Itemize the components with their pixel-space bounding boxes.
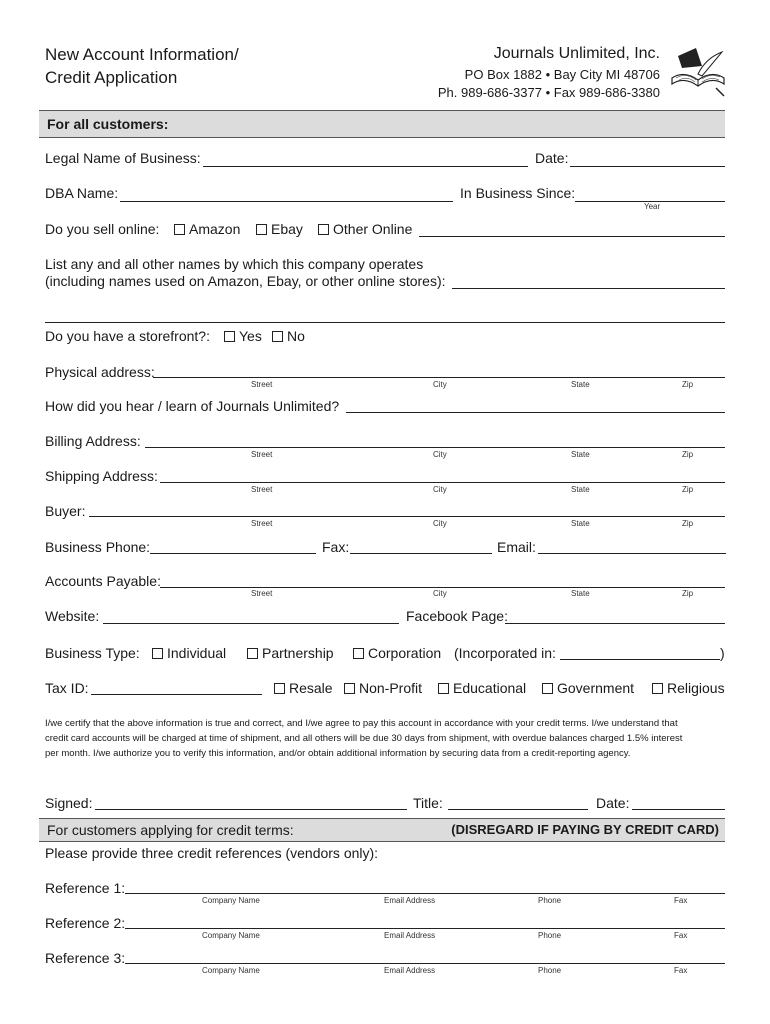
other-online-option[interactable]: Other Online: [318, 221, 412, 237]
corporation-option[interactable]: Corporation: [353, 645, 441, 661]
religious-option[interactable]: Religious: [652, 680, 725, 696]
credit-terms-label: For customers applying for credit terms:: [47, 822, 294, 838]
signed-label: Signed:: [45, 795, 93, 811]
disregard-label: (DISREGARD IF PAYING BY CREDIT CARD): [451, 822, 719, 837]
buyer-city-sublabel: City: [433, 519, 447, 528]
billing-address-field[interactable]: [145, 447, 725, 448]
physical-address-label: Physical address:: [45, 364, 155, 380]
credit-terms-bar: [39, 818, 725, 842]
fax-field[interactable]: [350, 553, 492, 554]
shipping-state-sublabel: State: [571, 485, 590, 494]
form-title-line1: New Account Information/: [45, 45, 239, 64]
buyer-label: Buyer:: [45, 503, 86, 519]
amazon-checkbox[interactable]: [174, 224, 185, 235]
certification-line-2: credit card accounts will be charged at time of shipment, and all others will be due 30 days from shipment, with overdue balances charged 1.5% interest: [45, 733, 683, 744]
ref2-fax-sublabel: Fax: [674, 931, 688, 940]
educational-option[interactable]: Educational: [438, 680, 526, 696]
website-label: Website:: [45, 608, 100, 624]
ref2-phone-sublabel: Phone: [538, 931, 562, 940]
buyer-state-sublabel: State: [571, 519, 590, 528]
other-names-label-1: List any and all other names by which this company operates: [45, 256, 424, 272]
title-label: Title:: [413, 795, 443, 811]
ap-city-sublabel: City: [433, 589, 447, 598]
certification-text: [45, 716, 730, 761]
ref1-company-sublabel: Company Name: [202, 896, 260, 905]
physical-city-sublabel: City: [433, 380, 447, 389]
physical-state-sublabel: State: [571, 380, 590, 389]
amazon-option[interactable]: Amazon: [174, 221, 240, 237]
storefront-yes-option[interactable]: Yes: [224, 328, 262, 344]
billing-state-sublabel: State: [571, 450, 590, 459]
shipping-zip-sublabel: Zip: [682, 485, 694, 494]
storefront-yes-checkbox[interactable]: [224, 331, 235, 342]
title-field[interactable]: [448, 809, 588, 810]
ref3-email-sublabel: Email Address: [384, 966, 436, 975]
ref3-fax-sublabel: Fax: [674, 966, 688, 975]
incorporated-field[interactable]: [560, 659, 720, 660]
date-label: Date:: [535, 150, 569, 166]
buyer-field[interactable]: [89, 516, 725, 517]
nonprofit-option[interactable]: Non-Profit: [344, 680, 422, 696]
ref2-company-sublabel: Company Name: [202, 931, 260, 940]
in-business-label: In Business Since:: [460, 185, 576, 201]
accounts-payable-field[interactable]: [160, 587, 725, 588]
ap-state-sublabel: State: [571, 589, 590, 598]
signed-field[interactable]: [95, 809, 407, 810]
religious-checkbox[interactable]: [652, 683, 663, 694]
legal-name-label: Legal Name of Business:: [45, 150, 201, 166]
business-phone-label: Business Phone:: [45, 539, 151, 555]
sell-online-label: Do you sell online:: [45, 221, 160, 237]
reference-3-label: Reference 3:: [45, 950, 126, 966]
ref3-phone-sublabel: Phone: [538, 966, 562, 975]
billing-city-sublabel: City: [433, 450, 447, 459]
hear-field[interactable]: [346, 412, 725, 413]
company-address: PO Box 1882 • Bay City MI 48706: [464, 67, 660, 82]
email-label: Email:: [497, 539, 536, 555]
facebook-label: Facebook Page:: [406, 608, 508, 624]
ref1-email-sublabel: Email Address: [384, 896, 436, 905]
shipping-city-sublabel: City: [433, 485, 447, 494]
resale-option[interactable]: Resale: [274, 680, 333, 696]
government-checkbox[interactable]: [542, 683, 553, 694]
buyer-zip-sublabel: Zip: [682, 519, 694, 528]
government-option[interactable]: Government: [542, 680, 634, 696]
fax-label: Fax:: [322, 539, 350, 555]
ref2-email-sublabel: Email Address: [384, 931, 436, 940]
certification-line-1: I/we certify that the above information is true and correct, and I/we agree to pay this account in accordance with your credit terms. I/we understand that: [45, 718, 678, 729]
reference-1-field[interactable]: [125, 893, 725, 894]
tax-id-label: Tax ID:: [45, 680, 89, 696]
billing-zip-sublabel: Zip: [682, 450, 694, 459]
other-online-checkbox[interactable]: [318, 224, 329, 235]
reference-2-label: Reference 2:: [45, 915, 126, 931]
corporation-checkbox[interactable]: [353, 648, 364, 659]
shipping-address-field[interactable]: [160, 482, 725, 483]
other-online-field[interactable]: [419, 236, 725, 237]
reference-2-field[interactable]: [125, 928, 725, 929]
billing-street-sublabel: Street: [251, 450, 273, 459]
legal-name-field[interactable]: [203, 166, 528, 167]
ref3-company-sublabel: Company Name: [202, 966, 260, 975]
individual-option[interactable]: Individual: [152, 645, 226, 661]
section-all-customers-label: For all customers:: [47, 116, 169, 132]
open-book-quill-icon: [668, 44, 728, 100]
storefront-no-option[interactable]: No: [272, 328, 305, 344]
physical-address-field[interactable]: [153, 377, 725, 378]
physical-zip-sublabel: Zip: [682, 380, 694, 389]
credit-instructions: Please provide three credit references (vendors only):: [45, 845, 379, 861]
company-phone: Ph. 989-686-3377 • Fax 989-686-3380: [437, 85, 660, 100]
individual-checkbox[interactable]: [152, 648, 163, 659]
ebay-checkbox[interactable]: [256, 224, 267, 235]
buyer-street-sublabel: Street: [251, 519, 273, 528]
billing-address-label: Billing Address:: [45, 433, 141, 449]
shipping-street-sublabel: Street: [251, 485, 273, 494]
company-name: Journals Unlimited, Inc.: [493, 45, 660, 62]
other-names-label-2: (including names used on Amazon, Ebay, or other online stores):: [45, 273, 446, 289]
accounts-payable-label: Accounts Payable:: [45, 573, 161, 589]
reference-3-field[interactable]: [125, 963, 725, 964]
physical-street-sublabel: Street: [251, 380, 273, 389]
dba-field[interactable]: [120, 201, 453, 202]
incorporated-label: (Incorporated in:: [454, 645, 556, 661]
section-all-customers: [39, 110, 725, 138]
website-field[interactable]: [103, 623, 399, 624]
dba-label: DBA Name:: [45, 185, 119, 201]
partnership-option[interactable]: Partnership: [247, 645, 334, 661]
ref1-phone-sublabel: Phone: [538, 896, 562, 905]
business-type-label: Business Type:: [45, 645, 140, 661]
ap-street-sublabel: Street: [251, 589, 273, 598]
certification-line-3: per month. I/we authorize you to verify this information, and/or obtain additional information by securing data from a credit-reporting agency.: [45, 748, 631, 759]
storefront-label: Do you have a storefront?:: [45, 328, 210, 344]
incorporated-close: ): [720, 645, 725, 661]
shipping-address-label: Shipping Address:: [45, 468, 158, 484]
tax-id-field[interactable]: [91, 694, 262, 695]
educational-checkbox[interactable]: [438, 683, 449, 694]
other-names-field-2[interactable]: [45, 322, 725, 323]
storefront-no-checkbox[interactable]: [272, 331, 283, 342]
ap-zip-sublabel: Zip: [682, 589, 694, 598]
other-names-field[interactable]: [452, 288, 725, 289]
signature-date-label: Date:: [596, 795, 630, 811]
resale-checkbox[interactable]: [274, 683, 285, 694]
partnership-checkbox[interactable]: [247, 648, 258, 659]
business-phone-field[interactable]: [150, 553, 316, 554]
reference-1-label: Reference 1:: [45, 880, 126, 896]
form-title-line2: Credit Application: [45, 68, 178, 87]
ebay-option[interactable]: Ebay: [256, 221, 303, 237]
facebook-field[interactable]: [505, 623, 725, 624]
year-sublabel: Year: [644, 202, 661, 211]
email-field[interactable]: [538, 553, 726, 554]
date-field[interactable]: [570, 166, 725, 167]
nonprofit-checkbox[interactable]: [344, 683, 355, 694]
ref1-fax-sublabel: Fax: [674, 896, 688, 905]
hear-label: How did you hear / learn of Journals Unlimited?: [45, 398, 340, 414]
signature-date-field[interactable]: [632, 809, 725, 810]
